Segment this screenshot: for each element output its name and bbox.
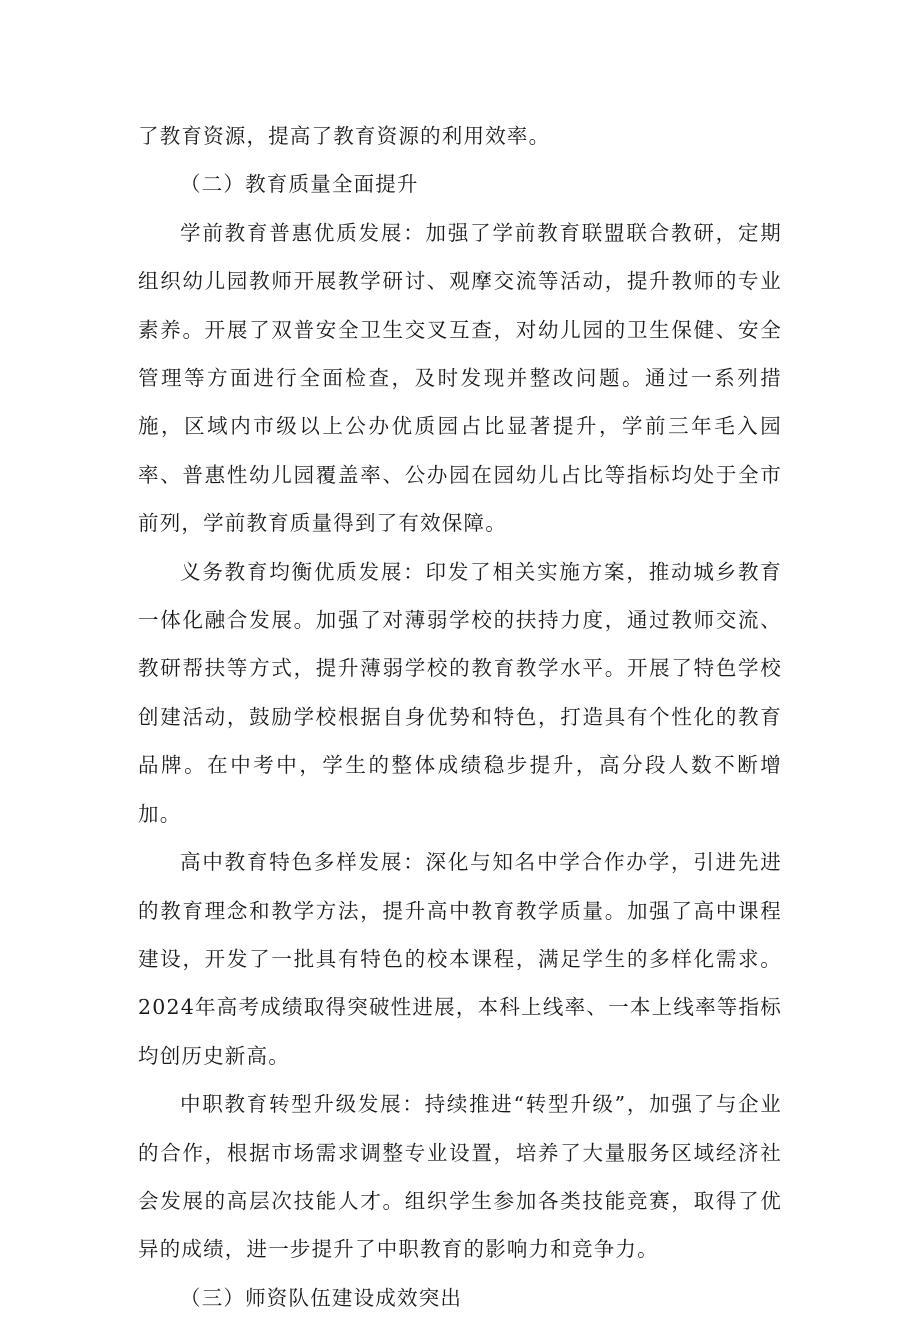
paragraph-vocational-education: 中职教育转型升级发展：持续推进“转型升级”，加强了与企业的合作，根据市场需求调整专业设置，培养了大量服务区域经济社会发展的高层次技能人才。组织学生参加各类技能竞赛，取得了优异的成绩，进一步提升了中职教育的影响力和竞争力。 [138,1092,782,1262]
document-body [138,112,782,1322]
section-heading-3: （三）师资队伍建设成效突出 [180,1285,463,1310]
paragraph-compulsory-education: 义务教育均衡优质发展：印发了相关实施方案，推动城乡教育一体化融合发展。加强了对薄弱学校的扶持力度，通过教师交流、教研帮扶等方式，提升薄弱学校的教育教学水平。开展了特色学校创建活动，鼓励学校根据自身优势和特色，打造具有个性化的教育品牌。在中考中，学生的整体成绩稳步提升，高分段人数不断增加。 [138,559,782,826]
paragraph-high-school-education: 高中教育特色多样发展：深化与知名中学合作办学，引进先进的教育理念和教学方法，提升高中教育教学质量。加强了高中课程建设，开发了一批具有特色的校本课程，满足学生的多样化需求。2024年高考成绩取得突破性进展，本科上线率、一本上线率等指标均创历史新高。 [138,850,782,1068]
section-heading-2: （二）教育质量全面提升 [180,172,419,197]
paragraph-preschool-education: 学前教育普惠优质发展：加强了学前教育联盟联合教研，定期组织幼儿园教师开展教学研讨、观摩交流等活动，提升教师的专业素养。开展了双普安全卫生交叉互查，对幼儿园的卫生保健、安全管理等方面进行全面检查，及时发现并整改问题。通过一系列措施，区域内市级以上公办优质园占比显著提升，学前三年毛入园率、普惠性幼儿园覆盖率、公办园在园幼儿占比等指标均处于全市前列，学前教育质量得到了有效保障。 [138,220,782,536]
paragraph-continuation: 了教育资源，提高了教育资源的利用效率。 [138,124,551,148]
